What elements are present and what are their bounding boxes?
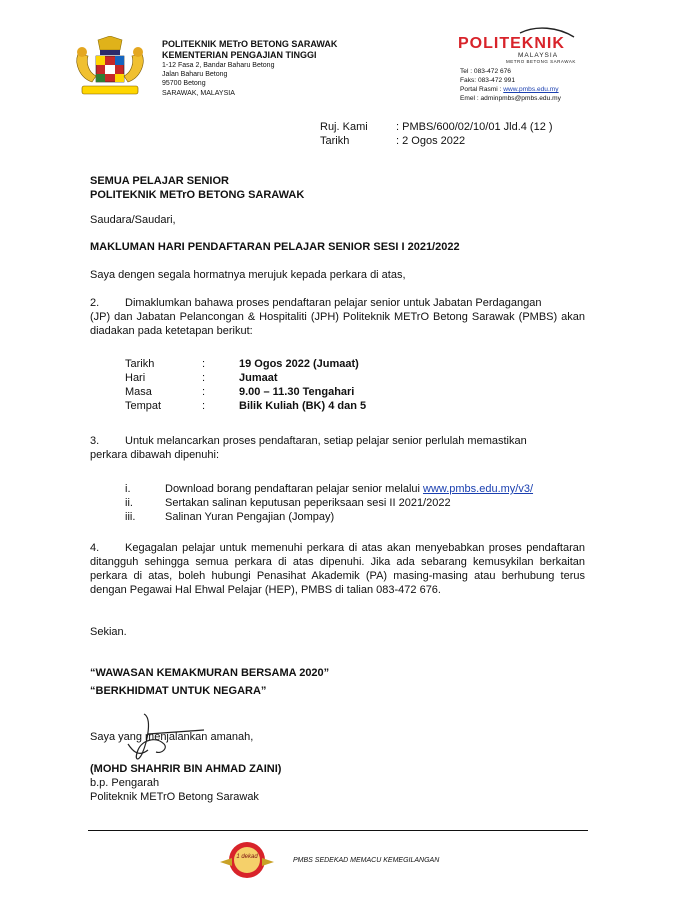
politeknik-campus: METRO BETONG SARAWAK [506,59,576,64]
paragraph-text: Untuk melancarkan proses pendaftaran, setiap pelajar senior perlulah memastikan [125,435,527,447]
recipient-line: SEMUA PELAJAR SENIOR [90,175,229,187]
fax-number: Faks: 083-472 991 [460,77,515,84]
contact-info [460,67,561,103]
signature-intro: Saya yang menjalankan amanah, [90,731,254,743]
date-label: Tarikh [320,135,350,147]
detail-label: Hari [125,372,146,384]
list-text: Sertakan salinan keputusan peperiksaan sesi II 2021/2022 [165,497,451,509]
detail-separator: : [202,372,206,384]
closing: Sekian. [90,626,127,638]
portal-label: Portal Rasmi : [460,86,502,93]
phone-number: Tel : 083-472 676 [460,68,511,75]
list-number: i. [125,483,131,495]
detail-value: Bilik Kuliah (BK) 4 dan 5 [239,400,367,412]
signatory-position: b.p. Pengarah [90,777,160,789]
institution-address [162,61,274,98]
list-text: Download borang pendaftaran pelajar senior melalui [165,483,420,495]
politeknik-country: MALAYSIA [518,52,559,59]
list-item [125,510,585,524]
institution-header [162,39,337,61]
intro-paragraph: Saya dengen segala hormatnya merujuk kepada perkara di atas, [90,269,406,281]
list-item [125,496,585,510]
footer-tagline: PMBS SEDEKAD MEMACU KEMEGILANGAN [293,857,440,864]
ref-label: Ruj. Kami [320,121,368,133]
subject-line: MAKLUMAN HARI PENDAFTARAN PELAJAR SENIOR SESI I 2021/2022 [90,241,460,253]
address-line: Jalan Baharu Betong [162,71,228,79]
emblem-text: 1 dekad [236,854,258,860]
table-row [125,386,366,400]
ministry-name: KEMENTERIAN PENGAJIAN TINGGI [162,50,317,60]
list-number: iii. [125,511,136,523]
signatory-name: (MOHD SHAHRIR BIN AHMAD ZAINI) [90,763,282,775]
paragraph-text: (JP) dan Jabatan Pelancongan & Hospitaliti (JPH) Politeknik METrO Betong Sarawak (PMBS) akan diadakan pada ketetapan berikut: [90,311,585,337]
detail-label: Tempat [125,400,162,412]
politeknik-logo [458,27,576,65]
detail-value: 19 Ogos 2022 (Jumaat) [239,358,359,370]
decade-emblem [212,836,282,882]
date-value: : 2 Ogos 2022 [396,135,466,147]
paragraph-number: 2. [90,297,100,309]
paragraph-number: 3. [90,435,100,447]
signatory-organization: Politeknik METrO Betong Sarawak [90,791,259,803]
detail-separator: : [202,358,206,370]
motto-line: “WAWASAN KEMAKMURAN BERSAMA 2020” [90,667,330,679]
portal-link[interactable]: www.pmbs.edu.my [503,86,559,93]
list-number: ii. [125,497,133,509]
details-table [125,358,366,414]
address-line: 95700 Betong [162,80,206,88]
coat-of-arms-logo [70,36,150,100]
table-row [125,358,366,372]
detail-label: Masa [125,386,152,398]
reference-block [320,120,553,148]
paragraph-text: perkara dibawah dipenuhi: [90,449,220,461]
footer-divider [88,830,588,831]
list-item [125,482,585,496]
detail-value: Jumaat [239,372,278,384]
portal-line [460,85,561,94]
paragraph-4 [90,541,585,597]
paragraph-2 [90,296,585,338]
detail-separator: : [202,386,206,398]
ref-value: : PMBS/600/02/10/01 Jld.4 (12 ) [396,121,553,133]
detail-separator: : [202,400,206,412]
paragraph-text: Kegagalan pelajar untuk memenuhi perkara di atas akan menyebabkan proses pendaftaran ditangguh sehingga semua perkara di atas dipenuhi. Jika ada sebarang kemusykilan berkaitan perkara di atas, boleh hubungi Penasihat Akademik (PA) masing-masing atau berhubung terus dengan Pegawai Hal Ehwal Pelajar (HEP), PMBS di talian 083-472 676. [90,542,585,596]
address-line: SARAWAK, MALAYSIA [162,89,235,97]
table-row [125,400,366,414]
motto-line: “BERKHIDMAT UNTUK NEGARA” [90,685,267,697]
recipient-line: POLITEKNIK METrO BETONG SARAWAK [90,189,305,201]
detail-label: Tarikh [125,358,155,370]
list-text: Salinan Yuran Pengajian (Jompay) [165,511,335,523]
paragraph-text: Dimaklumkan bahawa proses pendaftaran pelajar senior untuk Jabatan Perdagangan [125,297,542,309]
registration-form-link[interactable]: www.pmbs.edu.my/v3/ [423,483,534,495]
recipient-block [90,174,585,202]
institution-name: POLITEKNIK METrO BETONG SARAWAK [162,39,338,49]
event-details [125,358,366,414]
requirements-list [125,482,585,524]
email-address: Emel : adminpmbs@pmbs.edu.my [460,95,561,102]
paragraph-number: 4. [90,542,100,554]
detail-value: 9.00 – 11.30 Tengahari [239,386,355,398]
paragraph-3 [90,434,585,462]
address-line: 1-12 Fasa 2, Bandar Baharu Betong [162,62,275,69]
politeknik-wordmark: POLITEKNIK [458,35,565,52]
salutation: Saudara/Saudari, [90,214,176,226]
table-row [125,372,366,386]
